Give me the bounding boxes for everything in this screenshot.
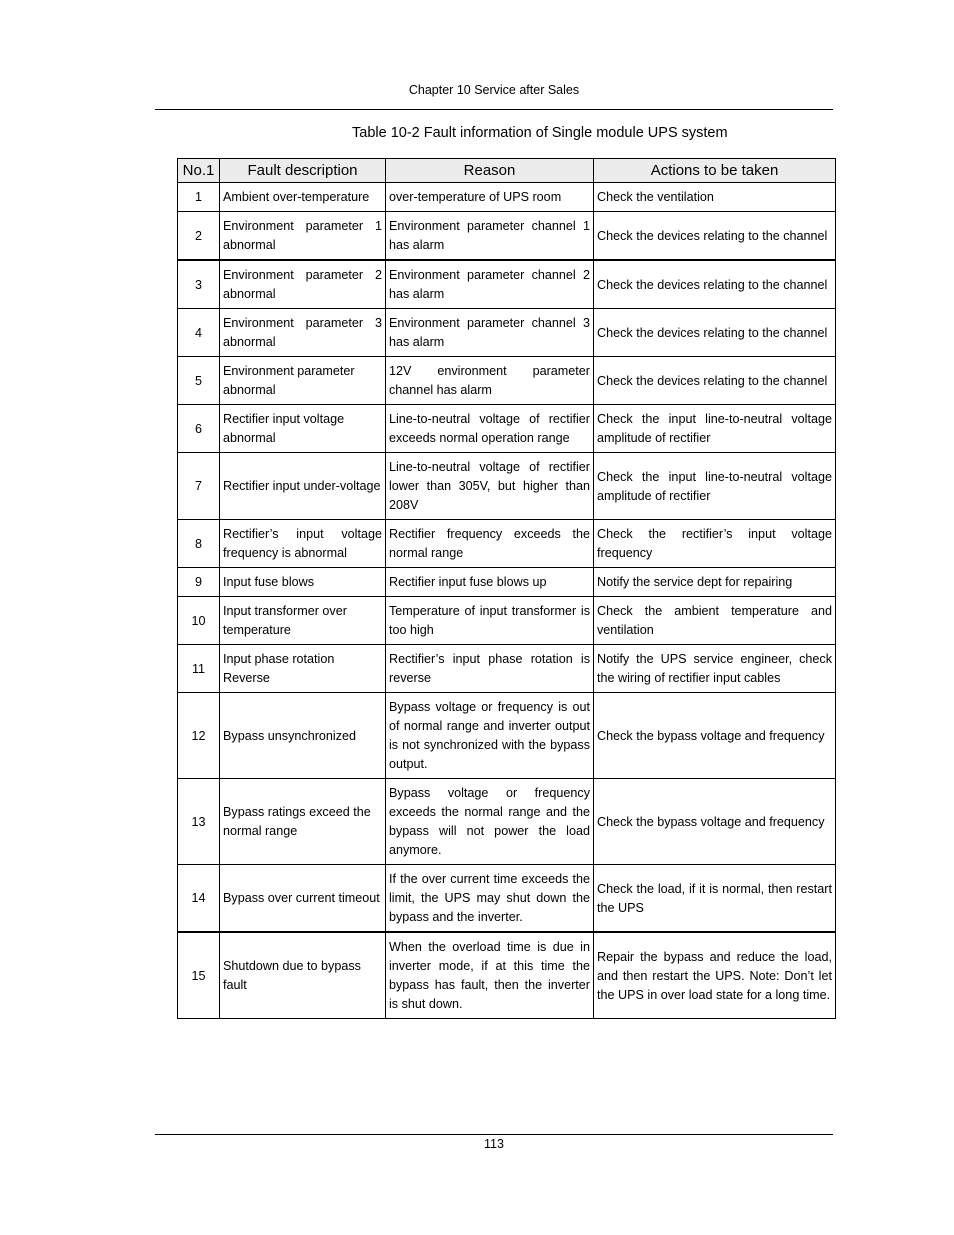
- cell-no: 2: [178, 212, 220, 261]
- column-header-no: No.1: [178, 159, 220, 183]
- cell-reason: When the overload time is due in inverter mode, if at this time the bypass has fault, then the inverter is shut down.: [386, 932, 594, 1019]
- cell-action: Check the rectifier’s input voltage frequency: [594, 520, 836, 568]
- cell-no: 12: [178, 693, 220, 779]
- cell-no: 1: [178, 183, 220, 212]
- cell-reason: Bypass voltage or frequency is out of normal range and inverter output is not synchronized with the bypass output.: [386, 693, 594, 779]
- cell-fault: Input fuse blows: [220, 568, 386, 597]
- cell-action: Notify the UPS service engineer, check the wiring of rectifier input cables: [594, 645, 836, 693]
- cell-fault: Rectifier input under-voltage: [220, 453, 386, 520]
- cell-fault: Bypass unsynchronized: [220, 693, 386, 779]
- cell-no: 11: [178, 645, 220, 693]
- cell-reason: Rectifier input fuse blows up: [386, 568, 594, 597]
- cell-no: 4: [178, 309, 220, 357]
- cell-reason: Environment parameter channel 2 has alarm: [386, 260, 594, 309]
- column-header-fault-description: Fault description: [220, 159, 386, 183]
- cell-fault: Shutdown due to bypass fault: [220, 932, 386, 1019]
- table-row: [178, 645, 836, 693]
- table-row: [178, 405, 836, 453]
- table-row: [178, 309, 836, 357]
- cell-action: Check the input line-to-neutral voltage amplitude of rectifier: [594, 453, 836, 520]
- table-header-row: [178, 159, 836, 183]
- table-row: [178, 932, 836, 1019]
- table-row: [178, 260, 836, 309]
- cell-fault: Environment parameter abnormal: [220, 357, 386, 405]
- column-header-reason: Reason: [386, 159, 594, 183]
- cell-no: 13: [178, 779, 220, 865]
- cell-fault: Rectifier’s input voltage frequency is abnormal: [220, 520, 386, 568]
- cell-no: 5: [178, 357, 220, 405]
- table-row: [178, 453, 836, 520]
- table-row: [178, 357, 836, 405]
- cell-fault: Bypass over current timeout: [220, 865, 386, 933]
- header-divider: [155, 109, 833, 110]
- cell-reason: Line-to-neutral voltage of rectifier lower than 305V, but higher than 208V: [386, 453, 594, 520]
- table-row: [178, 568, 836, 597]
- page-number: 113: [484, 1137, 504, 1151]
- fault-table: [177, 158, 836, 1019]
- cell-fault: Input phase rotation Reverse: [220, 645, 386, 693]
- cell-reason: Temperature of input transformer is too high: [386, 597, 594, 645]
- cell-reason: over-temperature of UPS room: [386, 183, 594, 212]
- cell-action: Check the bypass voltage and frequency: [594, 693, 836, 779]
- cell-action: Check the ambient temperature and ventilation: [594, 597, 836, 645]
- cell-no: 8: [178, 520, 220, 568]
- cell-no: 7: [178, 453, 220, 520]
- cell-action: Check the devices relating to the channel: [594, 309, 836, 357]
- table-row: [178, 520, 836, 568]
- footer-divider: [155, 1134, 833, 1135]
- table-row: [178, 779, 836, 865]
- cell-no: 6: [178, 405, 220, 453]
- cell-action: Check the ventilation: [594, 183, 836, 212]
- cell-reason: Rectifier frequency exceeds the normal range: [386, 520, 594, 568]
- table-caption: Table 10-2 Fault information of Single module UPS system: [352, 125, 728, 141]
- cell-no: 3: [178, 260, 220, 309]
- table-row: [178, 865, 836, 933]
- cell-fault: Input transformer over temperature: [220, 597, 386, 645]
- cell-fault: Environment parameter 3 abnormal: [220, 309, 386, 357]
- cell-no: 10: [178, 597, 220, 645]
- cell-action: Check the bypass voltage and frequency: [594, 779, 836, 865]
- running-header: Chapter 10 Service after Sales: [408, 83, 580, 97]
- cell-reason: 12V environment parameter channel has alarm: [386, 357, 594, 405]
- cell-fault: Environment parameter 1 abnormal: [220, 212, 386, 261]
- table-row: [178, 597, 836, 645]
- cell-reason: Line-to-neutral voltage of rectifier exceeds normal operation range: [386, 405, 594, 453]
- cell-reason: Bypass voltage or frequency exceeds the normal range and the bypass will not power the load anymore.: [386, 779, 594, 865]
- cell-action: Check the devices relating to the channel: [594, 212, 836, 261]
- table-row: [178, 693, 836, 779]
- column-header-actions: Actions to be taken: [594, 159, 836, 183]
- table-row: [178, 212, 836, 261]
- cell-action: Repair the bypass and reduce the load, and then restart the UPS. Note: Don’t let the UPS in over load state for a long time.: [594, 932, 836, 1019]
- cell-fault: Bypass ratings exceed the normal range: [220, 779, 386, 865]
- cell-no: 15: [178, 932, 220, 1019]
- table-row: [178, 183, 836, 212]
- cell-no: 14: [178, 865, 220, 933]
- cell-reason: Environment parameter channel 1 has alarm: [386, 212, 594, 261]
- cell-no: 9: [178, 568, 220, 597]
- cell-reason: Rectifier’s input phase rotation is reverse: [386, 645, 594, 693]
- cell-action: Check the devices relating to the channel: [594, 357, 836, 405]
- cell-reason: Environment parameter channel 3 has alarm: [386, 309, 594, 357]
- cell-fault: Environment parameter 2 abnormal: [220, 260, 386, 309]
- cell-reason: If the over current time exceeds the limit, the UPS may shut down the bypass and the inverter.: [386, 865, 594, 933]
- cell-action: Check the devices relating to the channel: [594, 260, 836, 309]
- cell-action: Check the input line-to-neutral voltage amplitude of rectifier: [594, 405, 836, 453]
- cell-fault: Rectifier input voltage abnormal: [220, 405, 386, 453]
- cell-fault: Ambient over-temperature: [220, 183, 386, 212]
- cell-action: Notify the service dept for repairing: [594, 568, 836, 597]
- cell-action: Check the load, if it is normal, then restart the UPS: [594, 865, 836, 933]
